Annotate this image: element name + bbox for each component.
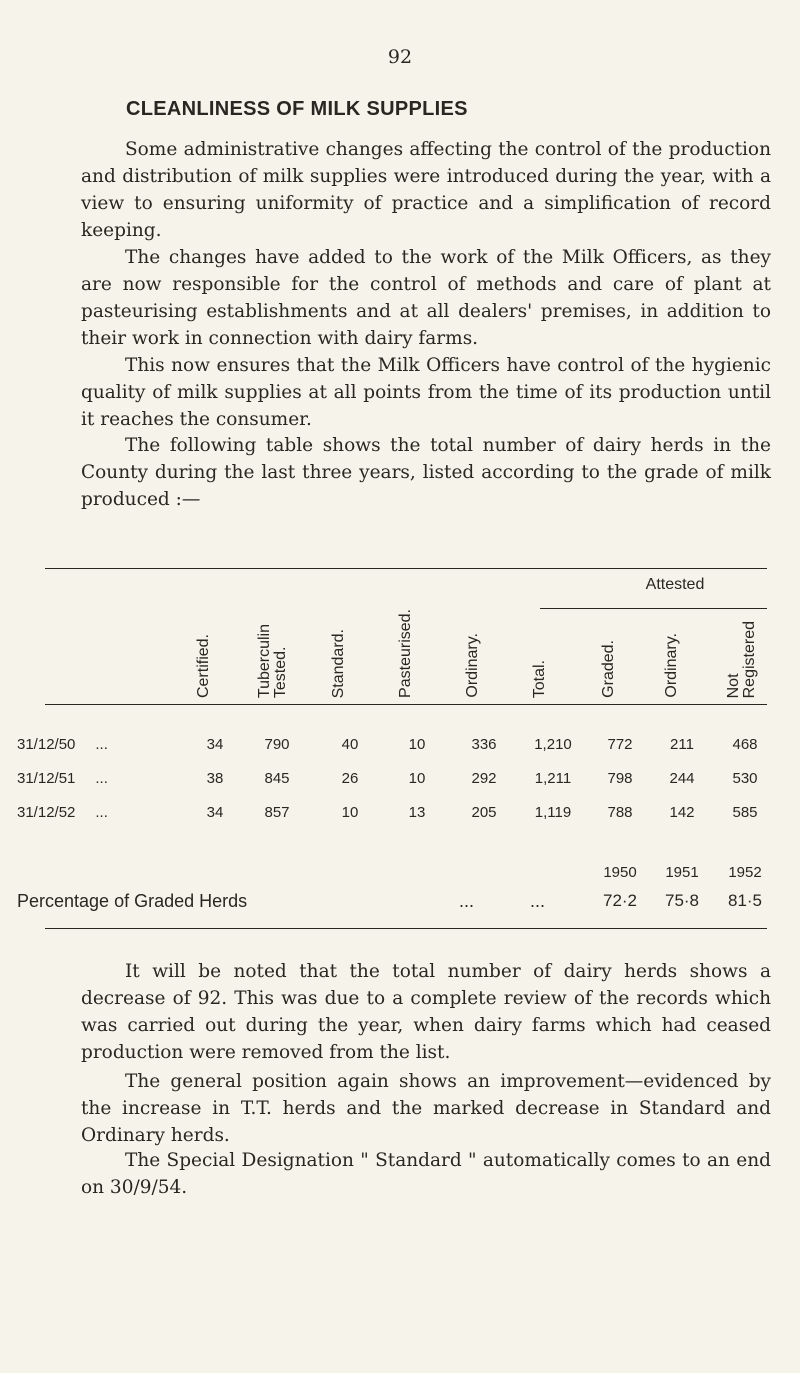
cell-attested-ordinary: 244	[669, 770, 695, 787]
column-header-ordinary: Ordinary.	[464, 633, 481, 698]
percentage-value: 81·5	[727, 891, 763, 910]
table-bottom-rule	[45, 928, 767, 929]
cell-pasteurised: 10	[408, 736, 426, 753]
cell-not-registered: 585	[732, 804, 758, 821]
percentage-dots: ...	[459, 891, 475, 911]
cell-not-registered: 468	[732, 736, 758, 753]
cell-ordinary: 336	[471, 736, 497, 753]
column-header-pasteurised: Pasteurised.	[397, 609, 414, 698]
paragraph-3: This now ensures that the Milk Officers have control of the hygienic quality of milk supplies at all points from the time of its production until it reaches the consumer.	[81, 355, 771, 430]
cell-certified: 38	[206, 770, 224, 787]
row-dots: ...	[95, 770, 108, 787]
column-header-tuberculin-tested: Tuberculin Tested.	[256, 623, 289, 698]
paragraph-5: It will be noted that the total number of dairy herds shows a decrease of 92. This was due to a complete review of the records which was carried out during the year, when dairy farms which had ceased production were removed from the list.	[81, 961, 771, 1063]
percentage-dots: ...	[530, 891, 546, 911]
column-header-graded: Graded.	[600, 640, 617, 698]
row-date: 31/12/50	[17, 736, 76, 753]
row-date: 31/12/51	[17, 770, 76, 787]
cell-graded: 772	[607, 736, 633, 753]
percentage-value: 72·2	[602, 891, 638, 910]
cell-certified: 34	[206, 736, 224, 753]
attested-group-header: Attested	[645, 576, 705, 593]
column-header-total: Total.	[531, 659, 548, 698]
cell-certified: 34	[206, 804, 224, 821]
cell-not-registered: 530	[732, 770, 758, 787]
cell-standard: 10	[341, 804, 359, 821]
row-dots: ...	[95, 736, 108, 753]
percentage-label: Percentage of Graded Herds	[17, 891, 248, 911]
section-heading: CLEANLINESS OF MILK SUPPLIES	[126, 98, 468, 120]
cell-standard: 40	[341, 736, 359, 753]
cell-pasteurised: 13	[408, 804, 426, 821]
percentage-year: 1950	[603, 864, 637, 881]
cell-attested-ordinary: 211	[670, 736, 694, 753]
cell-standard: 26	[341, 770, 359, 787]
cell-tuberculin-tested: 845	[264, 770, 290, 787]
percentage-year: 1951	[665, 864, 699, 881]
cell-graded: 788	[607, 804, 633, 821]
cell-tuberculin-tested: 857	[264, 804, 290, 821]
column-header-certified: Certified.	[195, 633, 212, 698]
column-header-not-registered: Not Registered	[725, 620, 758, 698]
attested-rule	[540, 608, 767, 609]
cell-total: 1,210	[534, 736, 572, 753]
row-date: 31/12/52	[17, 804, 76, 821]
paragraph-6: The general position again shows an improvement—evidenced by the increase in T.T. herds and the marked decrease in Standard and Ordinary herds.	[81, 1071, 771, 1146]
cell-pasteurised: 10	[408, 770, 426, 787]
percentage-year: 1952	[728, 864, 762, 881]
column-header-attested-ordinary: Ordinary.	[663, 633, 680, 698]
table-top-rule	[45, 568, 767, 569]
cell-total: 1,211	[534, 770, 572, 787]
cell-graded: 798	[607, 770, 633, 787]
column-header-standard: Standard.	[330, 628, 347, 698]
cell-tuberculin-tested: 790	[264, 736, 290, 753]
page-number: 92	[387, 46, 413, 68]
table-header-rule	[45, 704, 767, 705]
percentage-value: 75·8	[664, 891, 700, 910]
paragraph-2: The changes have added to the work of the Milk Officers, as they are now responsible for the control of methods and care of plant at pasteurising establishments and at all dealers' premises, in addition to their work in connection with dairy farms.	[81, 247, 771, 349]
row-dots: ...	[95, 804, 108, 821]
cell-ordinary: 292	[471, 770, 497, 787]
paragraph-1: Some administrative changes affecting the control of the production and distribution of milk supplies were introduced during the year, with a view to ensuring uniformity of practice and a simplification of record keeping.	[81, 139, 771, 241]
cell-ordinary: 205	[471, 804, 497, 821]
cell-attested-ordinary: 142	[669, 804, 695, 821]
paragraph-4: The following table shows the total number of dairy herds in the County during the last three years, listed according to the grade of milk produced :—	[81, 435, 771, 510]
cell-total: 1,119	[534, 804, 572, 821]
paragraph-7: The Special Designation " Standard " automatically comes to an end on 30/9/54.	[81, 1150, 771, 1198]
